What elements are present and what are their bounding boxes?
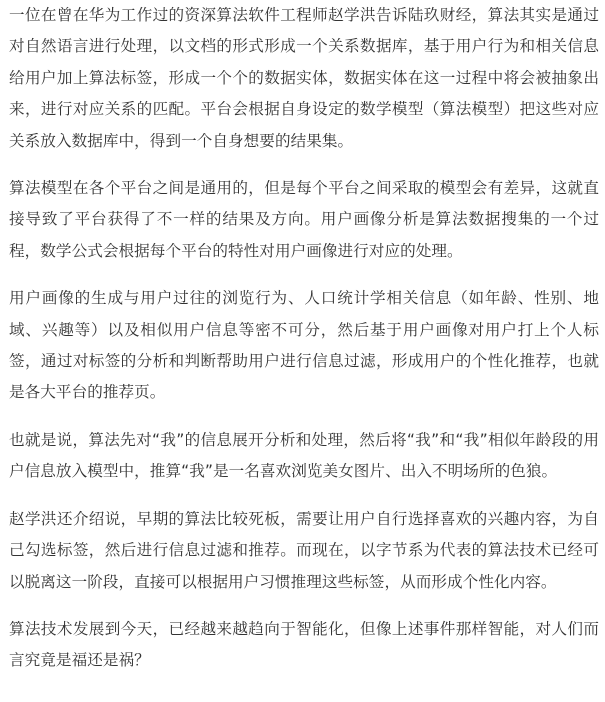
- paragraph-algorithm-model: 算法模型在各个平台之间是通用的，但是每个平台之间采取的模型会有差异，这就直接导致了平台获得了不一样的结果及方向。用户画像分析是算法数据搜集的一个过程，数学公式会根据每个平台的特性对用户画像进行对应的处理。: [9, 179, 599, 260]
- article-body: [9, 0, 599, 677]
- paragraph-evolution: 赵学洪还介绍说，早期的算法比较死板，需要让用户自行选择喜欢的兴趣内容，为自己勾选标签，然后进行信息过滤和推荐。而现在，以字节系为代表的算法技术已经可以脱离这一阶段，直接可以根据用户习惯推理这些标签，从而形成个性化内容。: [9, 509, 599, 591]
- paragraph-user-profile: 用户画像的生成与用户过往的浏览行为、人口统计学相关信息（如年龄、性别、地域、兴趣等）以及相似用户信息等密不可分，然后基于用户画像对用户打上个人标签，通过对标签的分析和判断帮助用户进行信息过滤，形成用户的个性化推荐，也就是各大平台的推荐页。: [9, 289, 599, 402]
- paragraph-algorithm-explanation: 一位在曾在华为工作过的资深算法软件工程师赵学洪告诉陆玖财经，算法其实是通过对自然语言进行处理，以文档的形式形成一个关系数据库，基于用户行为和相关信息给用户加上算法标签，形成一个个的数据实体，数据实体在这一过程中将会被抽象出来，进行对应关系的匹配。平台会根据自身设定的数学模型（算法模型）把这些对应关系放入数据库中，得到一个自身想要的结果集。: [9, 6, 599, 150]
- paragraph-example: 也就是说，算法先对“我”的信息展开分析和处理，然后将“我”和“我”相似年龄段的用户信息放入模型中，推算“我”是一名喜欢浏览美女图片、出入不明场所的色狼。: [9, 430, 599, 481]
- paragraph-conclusion: 算法技术发展到今天，已经越来越趋向于智能化，但像上述事件那样智能，对人们而言究竟是福还是祸？: [9, 619, 599, 670]
